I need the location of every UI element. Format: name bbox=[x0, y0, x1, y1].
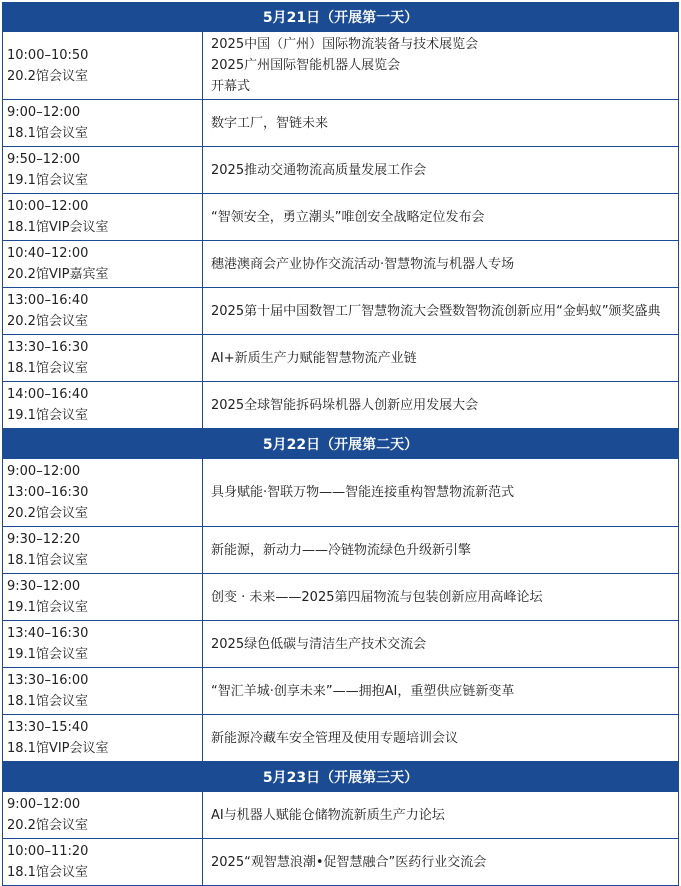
event-title: AI+新质生产力赋能智慧物流产业链 bbox=[211, 350, 417, 366]
table-row bbox=[2, 459, 679, 527]
venue-text: 20.2馆会议室 bbox=[7, 506, 88, 521]
time-text: 13:00–16:40 bbox=[7, 293, 89, 308]
event-title: 创变 · 未来——2025第四届物流与包装创新应用高峰论坛 bbox=[211, 589, 543, 605]
event-title: “智汇羊城·创享未来”——拥抱AI，重塑供应链新变革 bbox=[211, 683, 515, 699]
time-text: 14:00–16:40 bbox=[7, 387, 89, 402]
event-cell bbox=[203, 100, 678, 146]
day-header: 5月21日（开展第一天） bbox=[2, 2, 679, 32]
time-text: 10:00–11:20 bbox=[7, 844, 89, 859]
event-title: 2025绿色低碳与清洁生产技术交流会 bbox=[211, 636, 427, 652]
time-text: 9:50–12:00 bbox=[7, 152, 81, 167]
time-venue-cell bbox=[3, 715, 203, 761]
event-cell bbox=[203, 839, 678, 885]
table-row bbox=[2, 574, 679, 621]
venue-text: 18.1馆会议室 bbox=[7, 694, 88, 709]
time-text: 9:00–12:00 bbox=[7, 464, 81, 479]
time-text: 13:30–16:30 bbox=[7, 340, 89, 355]
event-title: 具身赋能·智联万物——智能连接重构智慧物流新范式 bbox=[211, 485, 515, 500]
time-venue-cell bbox=[3, 459, 203, 526]
event-title: 2025中国（广州）国际物流装备与技术展览会 bbox=[211, 37, 479, 52]
venue-text: 20.2馆会议室 bbox=[7, 818, 88, 833]
table-row bbox=[2, 668, 679, 715]
event-cell bbox=[203, 574, 678, 620]
venue-text: 19.1馆会议室 bbox=[7, 647, 88, 662]
time-venue-cell bbox=[3, 621, 203, 667]
table-row bbox=[2, 100, 679, 147]
venue-text: 18.1馆会议室 bbox=[7, 361, 88, 376]
event-title: 2025“观智慧浪潮•促智慧融合”医药行业交流会 bbox=[211, 854, 487, 870]
event-cell bbox=[203, 621, 678, 667]
time-text: 9:30–12:00 bbox=[7, 579, 81, 594]
table-row bbox=[2, 715, 679, 762]
time-venue-cell bbox=[3, 335, 203, 381]
venue-text: 19.1馆会议室 bbox=[7, 408, 88, 423]
time-text: 9:00–12:00 bbox=[7, 105, 81, 120]
venue-text: 20.2馆VIP嘉宾室 bbox=[7, 267, 109, 282]
event-cell bbox=[203, 241, 678, 287]
event-title: AI与机器人赋能仓储物流新质生产力论坛 bbox=[211, 807, 445, 823]
event-title: 2025第十届中国数智工厂智慧物流大会暨数智物流创新应用“金蚂蚁”颁奖盛典 bbox=[211, 303, 661, 319]
venue-text: 19.1馆会议室 bbox=[7, 600, 88, 615]
time-text: 13:00–16:30 bbox=[7, 485, 89, 500]
time-venue-cell bbox=[3, 839, 203, 885]
time-venue-cell bbox=[3, 147, 203, 193]
time-text: 10:40–12:00 bbox=[7, 246, 89, 261]
time-venue-cell bbox=[3, 100, 203, 146]
table-row bbox=[2, 527, 679, 574]
table-row bbox=[2, 194, 679, 241]
venue-text: 18.1馆VIP会议室 bbox=[7, 741, 109, 756]
event-cell bbox=[203, 382, 678, 428]
table-row bbox=[2, 792, 679, 839]
time-venue-cell bbox=[3, 574, 203, 620]
event-title: 2025广州国际智能机器人展览会 bbox=[211, 58, 401, 73]
time-venue-cell bbox=[3, 288, 203, 334]
table-row bbox=[2, 288, 679, 335]
venue-text: 20.2馆会议室 bbox=[7, 68, 88, 84]
time-text: 9:30–12:20 bbox=[7, 532, 81, 547]
event-title: 穗港澳商会产业协作交流活动·智慧物流与机器人专场 bbox=[211, 256, 515, 272]
time-venue-cell bbox=[3, 792, 203, 838]
event-title: 2025推动交通物流高质量发展工作会 bbox=[211, 162, 427, 178]
schedule-table bbox=[2, 2, 679, 886]
event-cell bbox=[203, 335, 678, 381]
time-text: 10:00–12:00 bbox=[7, 199, 89, 214]
event-title: 新能源，新动力——冷链物流绿色升级新引擎 bbox=[211, 542, 472, 558]
event-cell bbox=[203, 668, 678, 714]
event-title: 新能源冷藏车安全管理及使用专题培训会议 bbox=[211, 730, 459, 746]
event-title: 开幕式 bbox=[211, 79, 251, 94]
time-venue-cell bbox=[3, 194, 203, 240]
event-cell bbox=[203, 32, 678, 99]
event-title: “智领安全，勇立潮头”唯创安全战略定位发布会 bbox=[211, 209, 485, 225]
event-title: 2025全球智能拆码垛机器人创新应用发展大会 bbox=[211, 397, 479, 413]
day-header: 5月23日（开展第三天） bbox=[2, 762, 679, 792]
table-row bbox=[2, 147, 679, 194]
time-venue-cell bbox=[3, 668, 203, 714]
venue-text: 20.2馆会议室 bbox=[7, 314, 88, 329]
event-cell bbox=[203, 715, 678, 761]
time-venue-cell bbox=[3, 241, 203, 287]
table-row bbox=[2, 241, 679, 288]
event-title: 数字工厂，智链未来 bbox=[211, 115, 329, 131]
table-row bbox=[2, 621, 679, 668]
table-row bbox=[2, 335, 679, 382]
event-cell bbox=[203, 527, 678, 573]
venue-text: 19.1馆会议室 bbox=[7, 173, 88, 188]
time-text: 9:00–12:00 bbox=[7, 797, 81, 812]
venue-text: 18.1馆会议室 bbox=[7, 553, 88, 568]
time-text: 13:30–15:40 bbox=[7, 720, 89, 735]
time-venue-cell bbox=[3, 527, 203, 573]
table-row bbox=[2, 382, 679, 429]
venue-text: 18.1馆会议室 bbox=[7, 865, 88, 880]
event-cell bbox=[203, 459, 678, 526]
time-text: 10:00–10:50 bbox=[7, 47, 89, 63]
event-cell bbox=[203, 194, 678, 240]
time-text: 13:40–16:30 bbox=[7, 626, 89, 641]
time-venue-cell bbox=[3, 32, 203, 99]
day-header: 5月22日（开展第二天） bbox=[2, 429, 679, 459]
venue-text: 18.1馆会议室 bbox=[7, 126, 88, 141]
table-row bbox=[2, 32, 679, 100]
table-row bbox=[2, 839, 679, 886]
time-venue-cell bbox=[3, 382, 203, 428]
event-cell bbox=[203, 792, 678, 838]
time-text: 13:30–16:00 bbox=[7, 673, 89, 688]
event-cell bbox=[203, 288, 678, 334]
event-cell bbox=[203, 147, 678, 193]
venue-text: 18.1馆VIP会议室 bbox=[7, 220, 109, 235]
